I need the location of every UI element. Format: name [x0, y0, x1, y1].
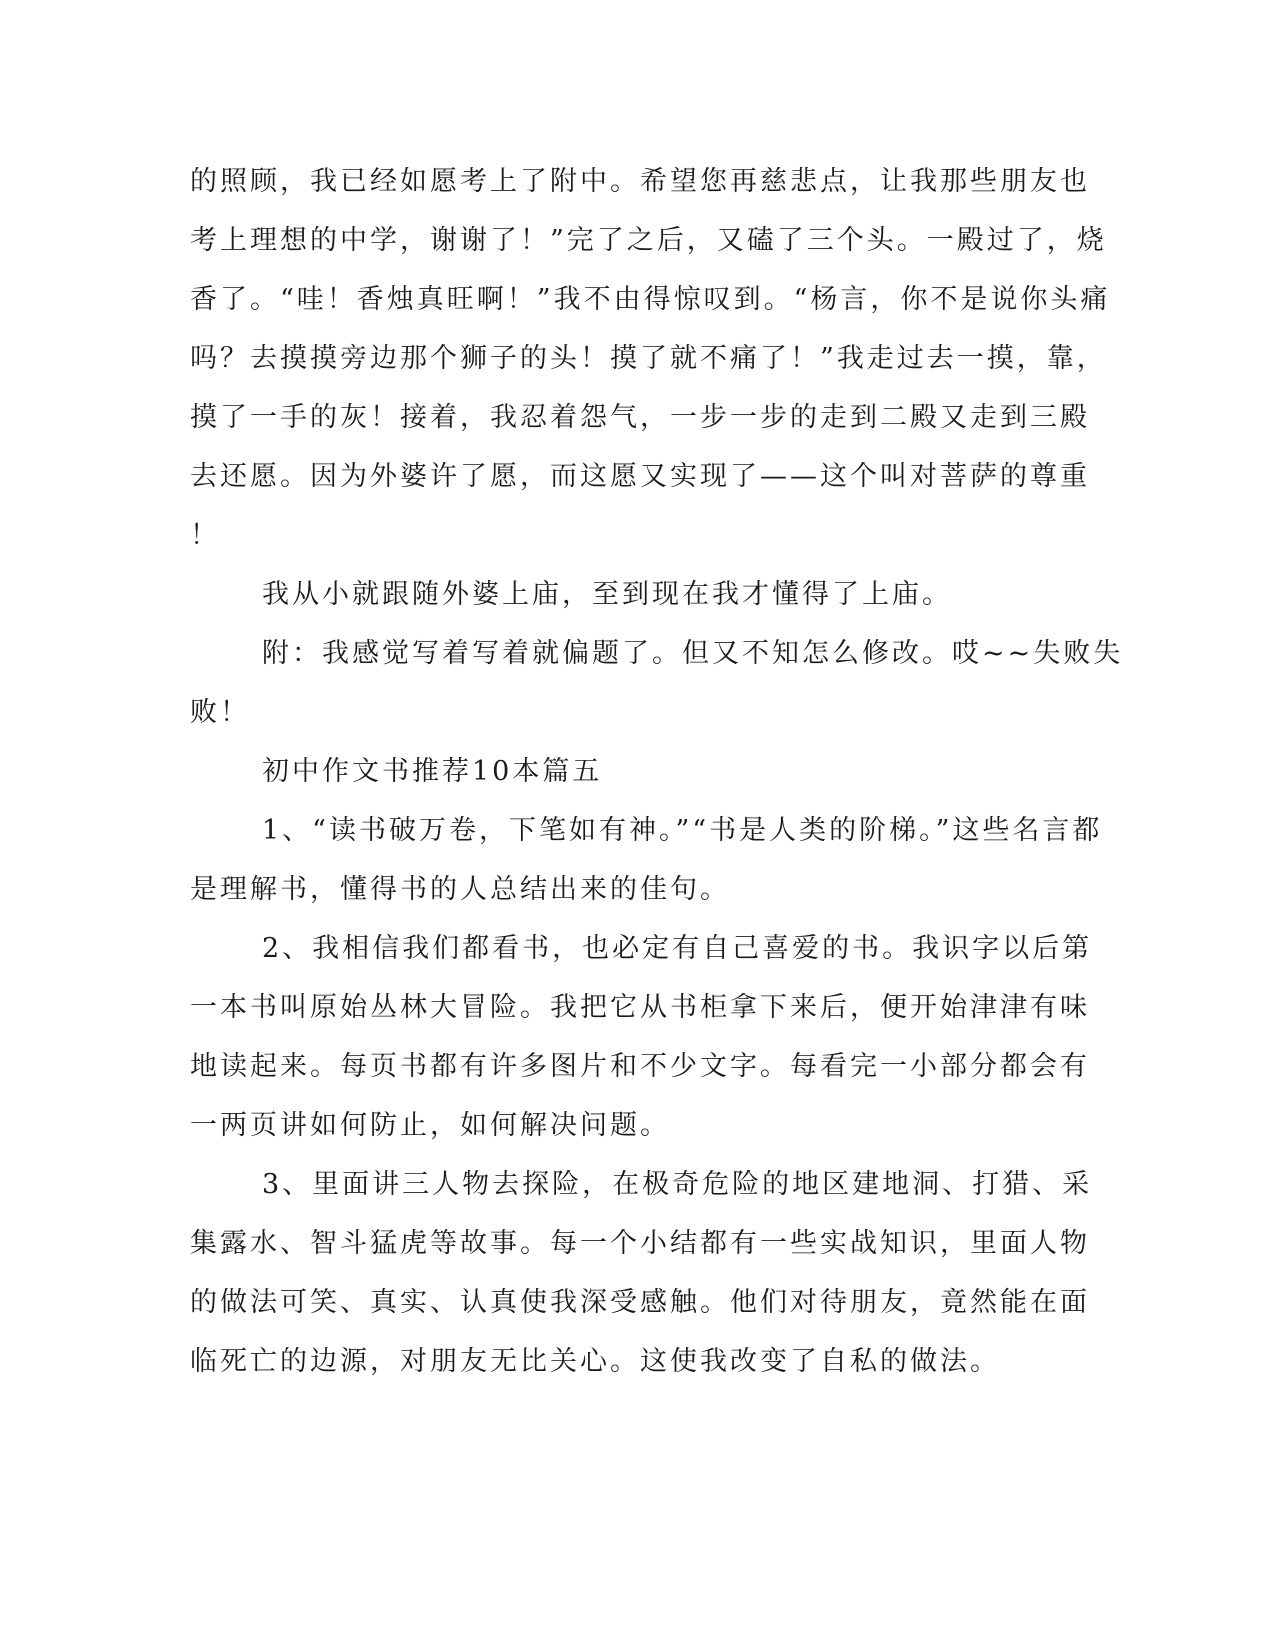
text-line: 的做法可笑、真实、认真使我深受感触。他们对待朋友，竟然能在面 — [190, 1287, 1090, 1318]
text-line: 集露水、智斗猛虎等故事。每一个小结都有一些实战知识，里面人物 — [190, 1228, 1090, 1259]
text-line: 摸了一手的灰！接着，我忍着怨气，一步一步的走到二殿又走到三殿 — [190, 402, 1090, 433]
text-line: 吗？去摸摸旁边那个狮子的头！摸了就不痛了！”我走过去一摸，靠， — [190, 343, 1107, 374]
text-line: 是理解书，懂得书的人总结出来的佳句。 — [190, 874, 730, 905]
paragraph-first-line: 1、“读书破万卷，下笔如有神。”“书是人类的阶梯。”这些名言都 — [262, 815, 1103, 846]
text-line: 一两页讲如何防止，如何解决问题。 — [190, 1110, 670, 1141]
text-line: 的照顾，我已经如愿考上了附中。希望您再慈悲点，让我那些朋友也 — [190, 166, 1090, 197]
paragraph-first-line: 我从小就跟随外婆上庙，至到现在我才懂得了上庙。 — [262, 579, 952, 610]
text-line: 败！ — [190, 697, 250, 728]
text-line: 临死亡的边源，对朋友无比关心。这使我改变了自私的做法。 — [190, 1346, 1000, 1377]
text-line: 香了。“哇！香烛真旺啊！”我不由得惊叹到。“杨言，你不是说你头痛 — [190, 284, 1111, 315]
paragraph-first-line: 附：我感觉写着写着就偏题了。但又不知怎么修改。哎~~失败失 — [262, 638, 1124, 669]
text-line: 一本书叫原始丛林大冒险。我把它从书柜拿下来后，便开始津津有味 — [190, 992, 1090, 1023]
paragraph-first-line: 2、我相信我们都看书，也必定有自己喜爱的书。我识字以后第 — [262, 933, 1093, 964]
paragraph-first-line: 3、里面讲三人物去探险，在极奇危险的地区建地洞、打猎、采 — [262, 1169, 1093, 1200]
text-line: 地读起来。每页书都有许多图片和不少文字。每看完一小部分都会有 — [190, 1051, 1090, 1082]
text-line: ！ — [190, 520, 220, 551]
section-heading: 初中作文书推荐10本篇五 — [262, 756, 603, 787]
text-line: 去还愿。因为外婆许了愿，而这愿又实现了——这个叫对菩萨的尊重 — [190, 461, 1090, 492]
text-line: 考上理想的中学，谢谢了！”完了之后，又磕了三个头。一殿过了，烧 — [190, 225, 1107, 256]
